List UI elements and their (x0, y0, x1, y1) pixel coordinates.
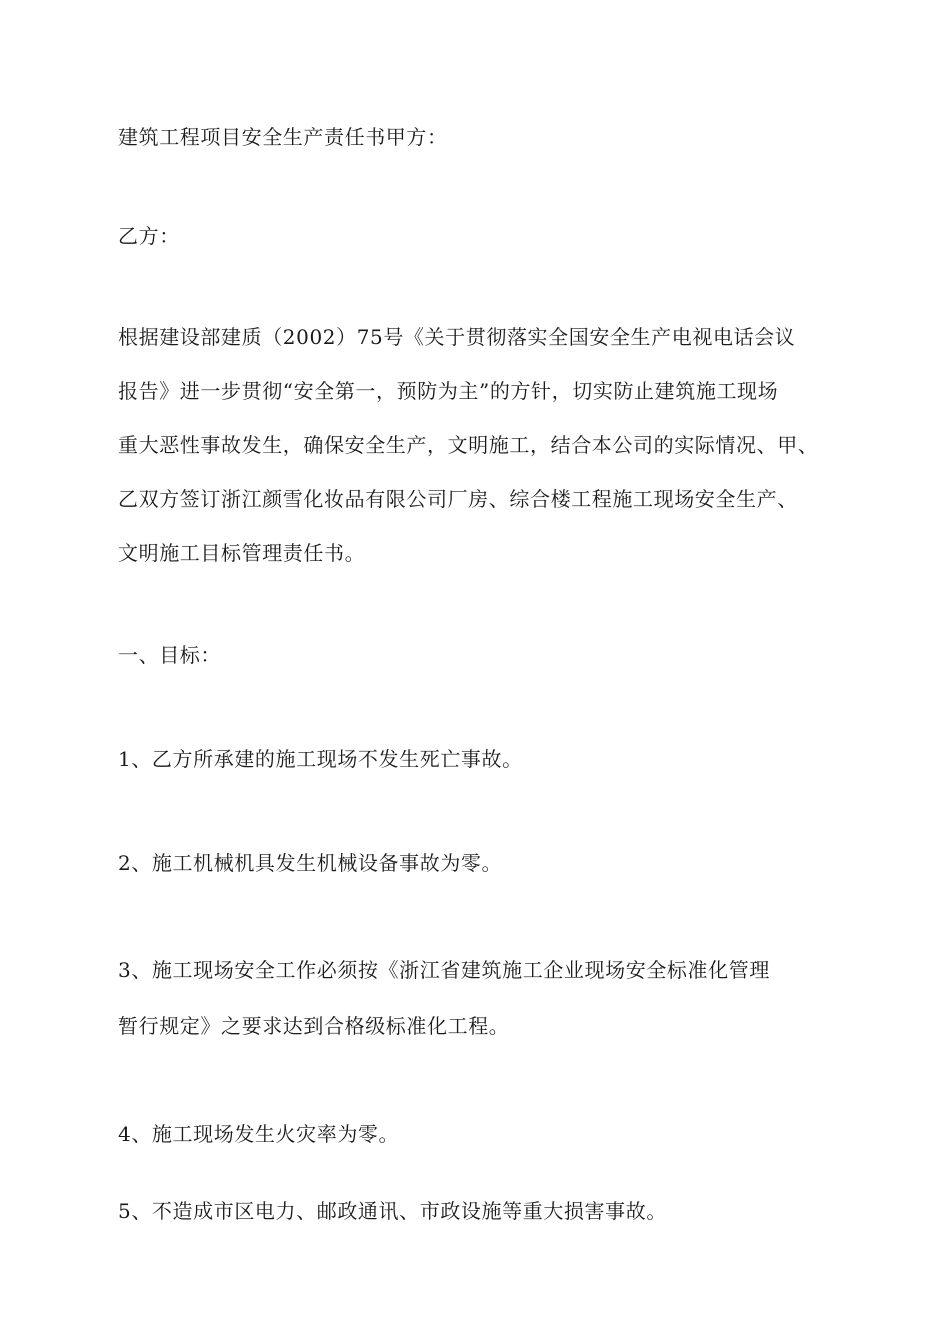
item-2: 2、施工机械机具发生机械设备事故为零。 (118, 851, 503, 875)
intro-line-2: 报告》进一步贯彻“安全第一，预防为主”的方针，切实防止建筑施工现场 (118, 379, 779, 403)
document-title-line: 建筑工程项目安全生产责任书甲方： (118, 125, 448, 149)
item-5: 5、不造成市区电力、邮政通讯、市政设施等重大损害事故。 (118, 1199, 667, 1223)
section-heading: 一、目标： (118, 643, 221, 667)
item-3-line-2: 暂行规定》之要求达到合格级标准化工程。 (118, 1014, 510, 1038)
party-b-line: 乙方： (118, 224, 180, 248)
intro-line-4: 乙双方签订浙江颜雪化妆品有限公司厂房、综合楼工程施工现场安全生产、 (118, 487, 798, 511)
item-3-line-1: 3、施工现场安全工作必须按《浙江省建筑施工企业现场安全标准化管理 (118, 958, 770, 982)
item-4: 4、施工现场发生火灾率为零。 (118, 1122, 400, 1146)
item-1: 1、乙方所承建的施工现场不发生死亡事故。 (118, 747, 523, 771)
intro-line-3: 重大恶性事故发生，确保安全生产，文明施工，结合本公司的实际情况、甲、 (118, 433, 819, 457)
intro-line-1: 根据建设部建质（2002）75号《关于贯彻落实全国安全生产电视电话会议 (118, 325, 796, 349)
intro-line-5: 文明施工目标管理责任书。 (118, 541, 366, 565)
